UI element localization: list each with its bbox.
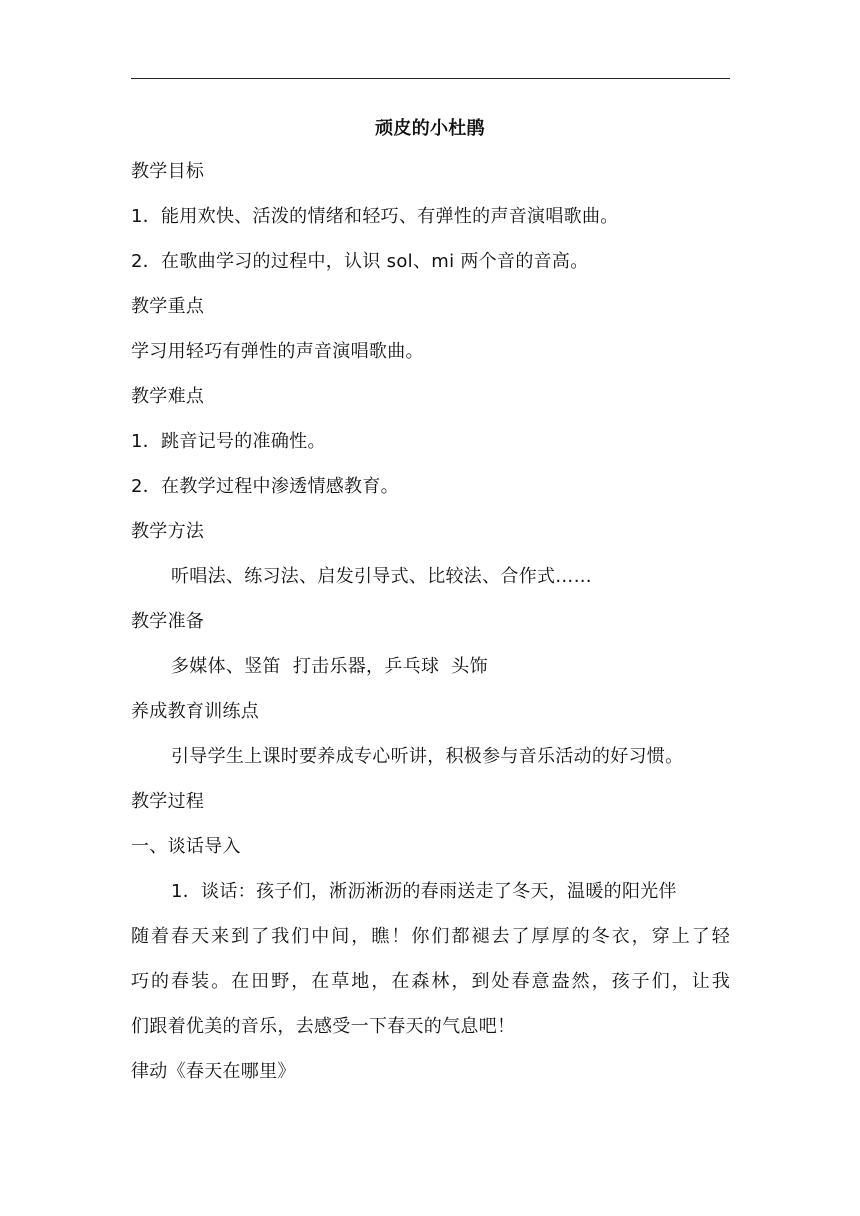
- paragraph-line-1: 1．谈话：孩子们，淅沥淅沥的春雨送走了冬天，温暖的阳光伴: [171, 881, 677, 902]
- header-rule: [131, 78, 730, 79]
- heading-teaching-process: 教学过程: [131, 791, 205, 812]
- section-heading-intro: 一、谈话导入: [131, 836, 241, 857]
- heading-difficulties: 教学难点: [131, 386, 205, 407]
- heading-methods: 教学方法: [131, 521, 205, 542]
- goal-item-2: 2．在歌曲学习的过程中，认识 sol、mi 两个音的音高。: [131, 251, 589, 272]
- methods-text: 听唱法、练习法、启发引导式、比较法、合作式……: [171, 566, 592, 587]
- key-point-text: 学习用轻巧有弹性的声音演唱歌曲。: [131, 341, 424, 362]
- document-title: 顽皮的小杜鹃: [375, 118, 485, 139]
- goal-item-1: 1．能用欢快、活泼的情绪和轻巧、有弹性的声音演唱歌曲。: [131, 206, 619, 227]
- paragraph-line-4: 们跟着优美的音乐，去感受一下春天的气息吧！: [131, 1016, 516, 1037]
- activity-rhythm-title: 律动《春天在哪里》: [131, 1061, 296, 1082]
- difficulty-item-2: 2．在教学过程中渗透情感教育。: [131, 476, 399, 497]
- heading-key-points: 教学重点: [131, 296, 205, 317]
- habit-training-text: 引导学生上课时要养成专心听讲，积极参与音乐活动的好习惯。: [171, 746, 684, 767]
- heading-habit-training: 养成教育训练点: [131, 701, 260, 722]
- heading-preparation: 教学准备: [131, 611, 205, 632]
- paragraph-line-3: 巧的春装。在田野，在草地，在森林，到处春意盎然，孩子们，让我: [131, 971, 730, 992]
- preparation-text: 多媒体、竖笛 打击乐器，乒乓球 头饰: [171, 656, 488, 677]
- paragraph-line-2: 随着春天来到了我们中间，瞧！你们都褪去了厚厚的冬衣，穿上了轻: [131, 926, 730, 947]
- heading-teaching-goals: 教学目标: [131, 161, 205, 182]
- difficulty-item-1: 1．跳音记号的准确性。: [131, 431, 326, 452]
